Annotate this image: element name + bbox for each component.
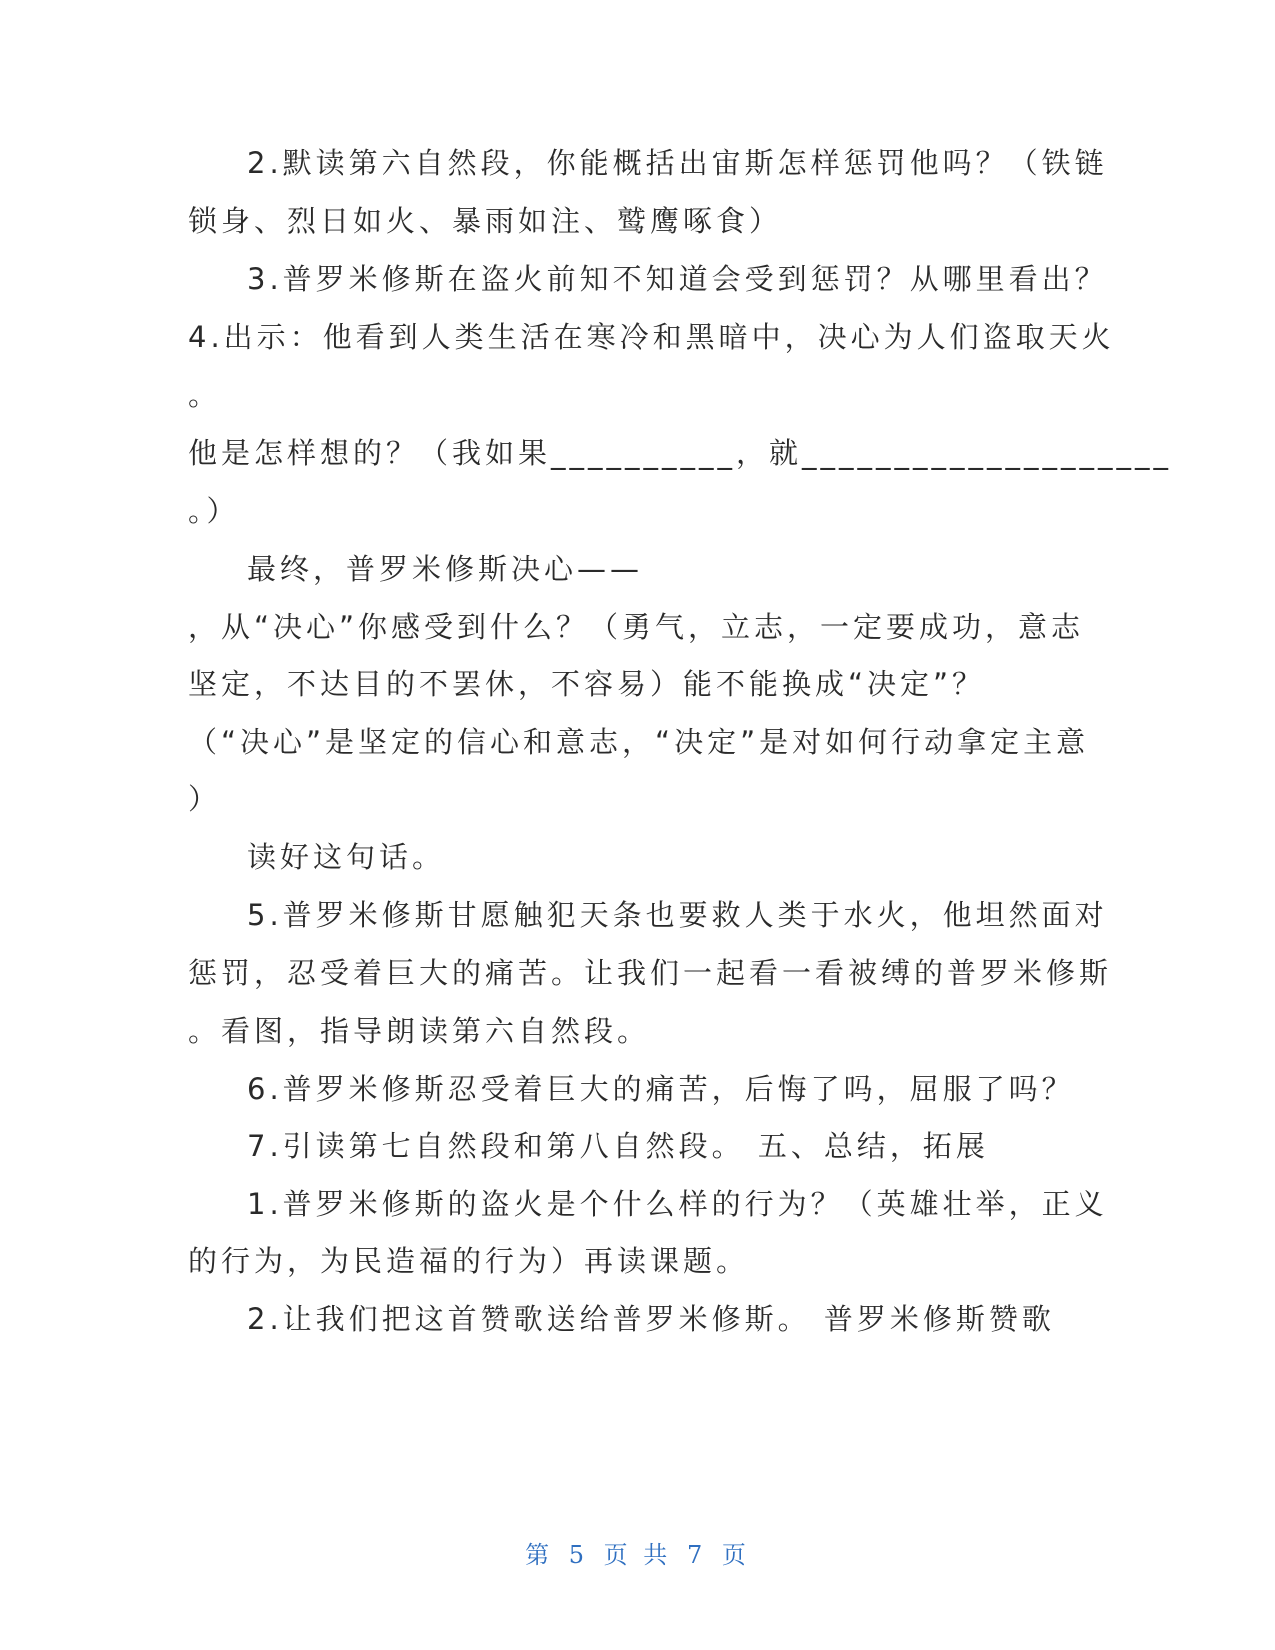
paragraph-line: 坚定，不达目的不罢休，不容易）能不能换成“决定”？ (188, 667, 986, 701)
paragraph-line: ） (188, 782, 222, 816)
paragraph-line: 2.让我们把这首赞歌送给普罗米修斯。 普罗米修斯赞歌 (247, 1302, 1055, 1336)
paragraph-line: 。看图，指导朗读第六自然段。 (188, 1014, 651, 1048)
paragraph-line: 锁身、烈日如火、暴雨如注、鹫鹰啄食） (188, 204, 783, 238)
paragraph-line: 5.普罗米修斯甘愿触犯天条也要救人类于水火，他坦然面对 (247, 898, 1108, 932)
paragraph-line: 。） (188, 494, 240, 528)
footer-prefix: 第 (525, 1541, 554, 1569)
paragraph-line: 的行为，为民造福的行为）再读课题。 (188, 1244, 750, 1278)
current-page-number: 5 (568, 1541, 589, 1569)
page-footer (0, 1535, 1275, 1570)
paragraph-line: 4.出示：他看到人类生活在寒冷和黑暗中，决心为人们盗取天火 (188, 320, 1115, 354)
paragraph-line: 6.普罗米修斯忍受着巨大的痛苦，后悔了吗，屈服了吗？ (247, 1072, 1075, 1106)
paragraph-line: （“决心”是坚定的信心和意志，“决定”是对如何行动拿定主意 (188, 725, 1090, 759)
paragraph-line: 2.默读第六自然段，你能概括出宙斯怎样惩罚他吗？（铁链 (247, 146, 1108, 180)
paragraph-line: 7.引读第七自然段和第八自然段。 五、总结，拓展 (247, 1129, 989, 1163)
paragraph-line: 读好这句话。 (247, 840, 446, 874)
paragraph-line: 3.普罗米修斯在盗火前知不知道会受到惩罚？从哪里看出？ (247, 262, 1108, 296)
paragraph-line: 。 (188, 378, 222, 412)
footer-suffix: 页 (721, 1541, 750, 1569)
paragraph-line: ，从“决心”你感受到什么？（勇气，立志，一定要成功，意志 (188, 610, 1085, 644)
total-page-count: 7 (686, 1541, 707, 1569)
footer-mid: 页 共 (603, 1541, 672, 1569)
paragraph-line: 惩罚，忍受着巨大的痛苦。让我们一起看一看被缚的普罗米修斯 (188, 956, 1113, 990)
paragraph-line: 1.普罗米修斯的盗火是个什么样的行为？（英雄壮举，正义 (247, 1187, 1108, 1221)
paragraph-line: 最终，普罗米修斯决心—— (247, 552, 644, 586)
paragraph-line: 他是怎样想的？（我如果__________，就____________________ (188, 436, 1173, 470)
